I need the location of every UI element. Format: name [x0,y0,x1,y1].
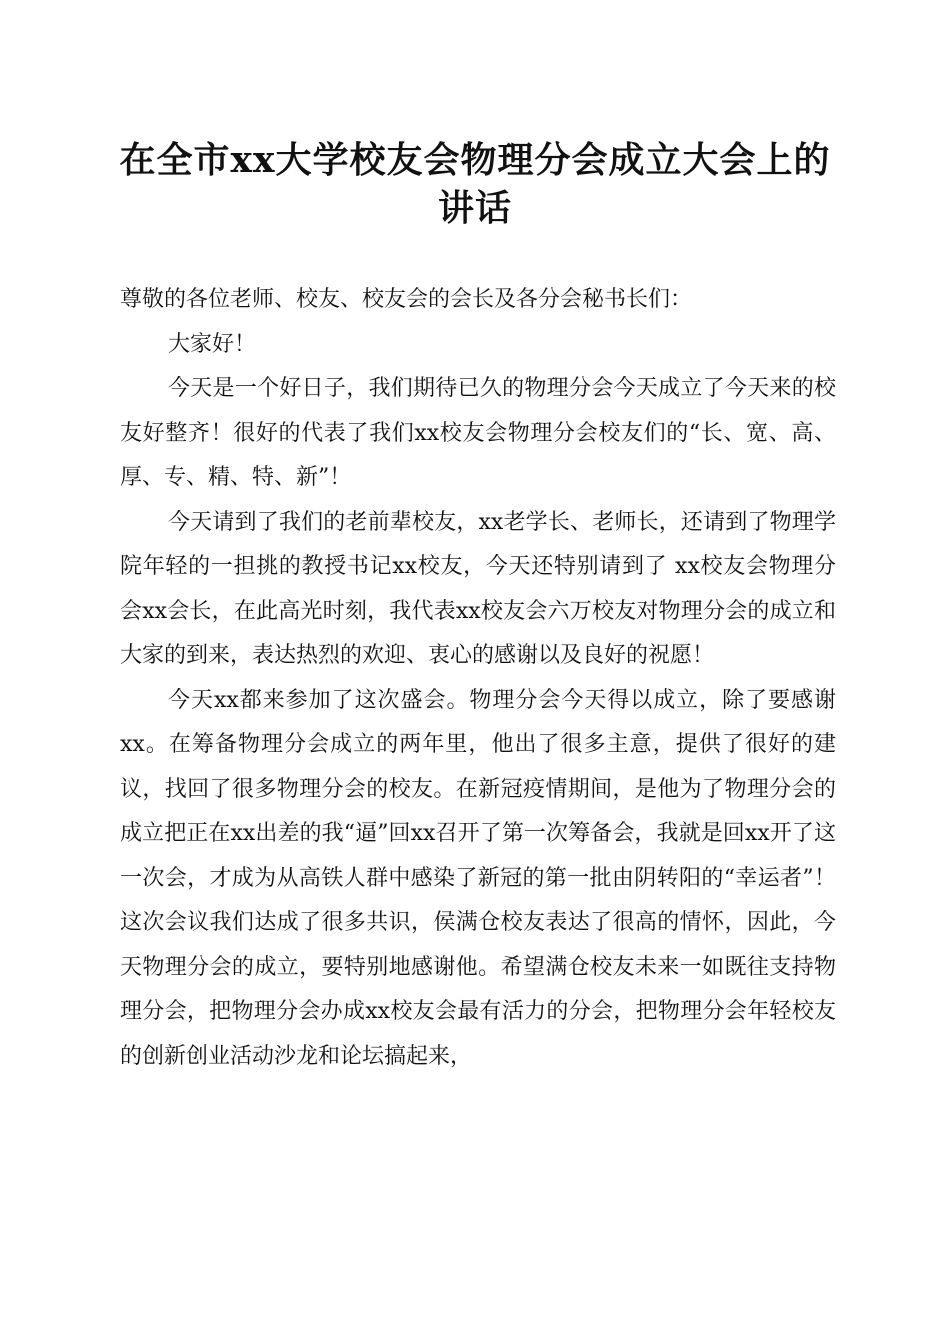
paragraph-greeting: 大家好！ [168,331,257,357]
document-title: 在全市xx大学校友会物理分会成立大会上的讲话 [119,139,831,229]
paragraph: 今天xx都来参加了这次盛会。物理分会今天得以成立，除了要感谢xx。在筹备物理分会成立的两年里，他出了很多主意，提供了很好的建议，找回了很多物理分会的校友。在新冠疫情期间，是他为了物理分会的成立把正在xx出差的我“逼”回xx召开了第一次筹备会，我就是回xx开了这一次会，才成为从高铁人群中感染了新冠的第一批由阴转阳的“幸运者”！这次会议我们达成了很多共识，侯满仓校友表达了很高的情怀，因此，今天物理分会的成立，要特别地感谢他。希望满仓校友未来一如既往支持物理分会，把物理分会办成xx校友会最有活力的分会，把物理分会年轻校友的创新创业活动沙龙和论坛搞起来， [120,687,836,1069]
paragraph: 今天请到了我们的老前辈校友，xx老学长、老师长，还请到了物理学院年轻的一担挑的教授书记xx校友，今天还特别请到了 xx校友会物理分会xx会长，在此高光时刻，我代表xx校友会六万校友对物理分会的成立和大家的到来，表达热烈的欢迎、衷心的感谢以及良好的祝愿！ [120,509,836,668]
paragraph: 今天是一个好日子，我们期待已久的物理分会今天成立了今天来的校友好整齐！很好的代表了我们xx校友会物理分会校友们的“长、宽、高、厚、专、精、特、新”！ [120,376,836,490]
salutation: 尊敬的各位老师、校友、校友会的会长及各分会秘书长们： [120,287,693,312]
document-body [120,278,836,1079]
